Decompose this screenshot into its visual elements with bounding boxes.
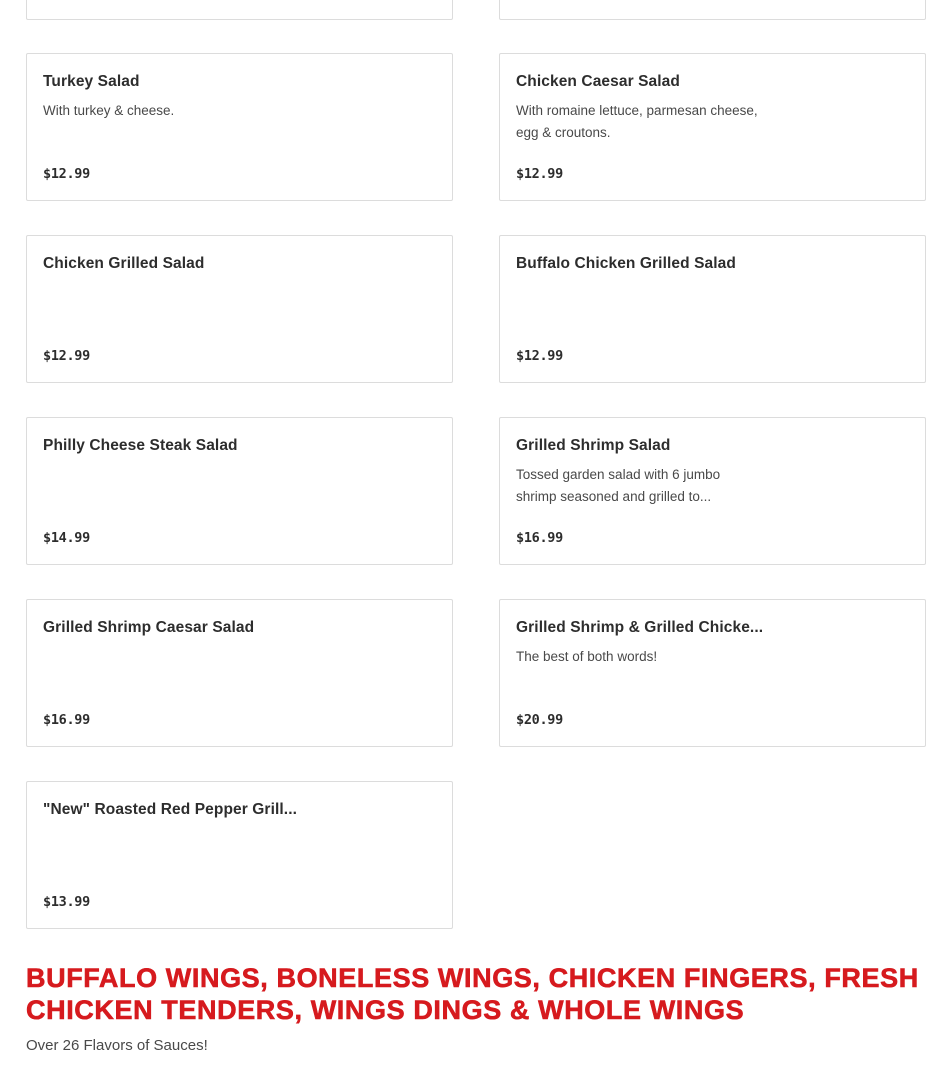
menu-item-card[interactable] — [499, 53, 926, 201]
menu-item-price: $16.99 — [43, 712, 90, 728]
menu-item-price: $14.99 — [43, 530, 90, 546]
menu-item-card[interactable] — [26, 235, 453, 383]
menu-item-card[interactable] — [26, 599, 453, 747]
menu-item-price: $12.99 — [516, 166, 563, 182]
menu-item-card[interactable] — [26, 781, 453, 929]
menu-item-price: $12.99 — [43, 348, 90, 364]
menu-item-name: Philly Cheese Steak Salad — [43, 437, 238, 454]
menu-item-price: $20.99 — [516, 712, 563, 728]
menu-item-name: Grilled Shrimp Salad — [516, 437, 671, 454]
menu-item-price: $12.99 — [43, 166, 90, 182]
section-subtitle: Over 26 Flavors of Sauces! — [26, 1037, 208, 1054]
menu-item-price: $12.99 — [516, 348, 563, 364]
menu-item-description: Tossed garden salad with 6 jumbo shrimp seasoned and grilled to... — [516, 467, 721, 504]
menu-item-description: With romaine lettuce, parmesan cheese, egg & croutons. — [516, 103, 758, 140]
menu-item-card[interactable] — [499, 235, 926, 383]
menu-item-card[interactable] — [26, 417, 453, 565]
menu-item-name: Grilled Shrimp & Grilled Chicke... — [516, 619, 764, 636]
menu-item-name: Turkey Salad — [43, 73, 140, 90]
menu-item-name: Buffalo Chicken Grilled Salad — [516, 255, 736, 272]
section-title: BUFFALO WINGS, BONELESS WINGS, CHICKEN FINGERS, FRESH CHICKEN TENDERS, WINGS DINGS & WHOLE WINGS — [26, 963, 919, 1025]
menu-item-card-partial[interactable] — [26, 0, 453, 20]
menu-item-description: With turkey & cheese. — [43, 103, 175, 118]
menu-item-name: Chicken Grilled Salad — [43, 255, 205, 272]
menu-item-name: Grilled Shrimp Caesar Salad — [43, 619, 255, 636]
menu-item-name: "New" Roasted Red Pepper Grill... — [43, 801, 298, 818]
menu-item-card[interactable] — [499, 599, 926, 747]
menu-item-description: The best of both words! — [516, 649, 658, 664]
menu-item-name: Chicken Caesar Salad — [516, 73, 680, 90]
menu-item-price: $13.99 — [43, 894, 90, 910]
menu-item-price: $16.99 — [516, 530, 563, 546]
menu-item-card[interactable] — [26, 53, 453, 201]
menu-item-card-partial[interactable] — [499, 0, 926, 20]
menu-item-card[interactable] — [499, 417, 926, 565]
